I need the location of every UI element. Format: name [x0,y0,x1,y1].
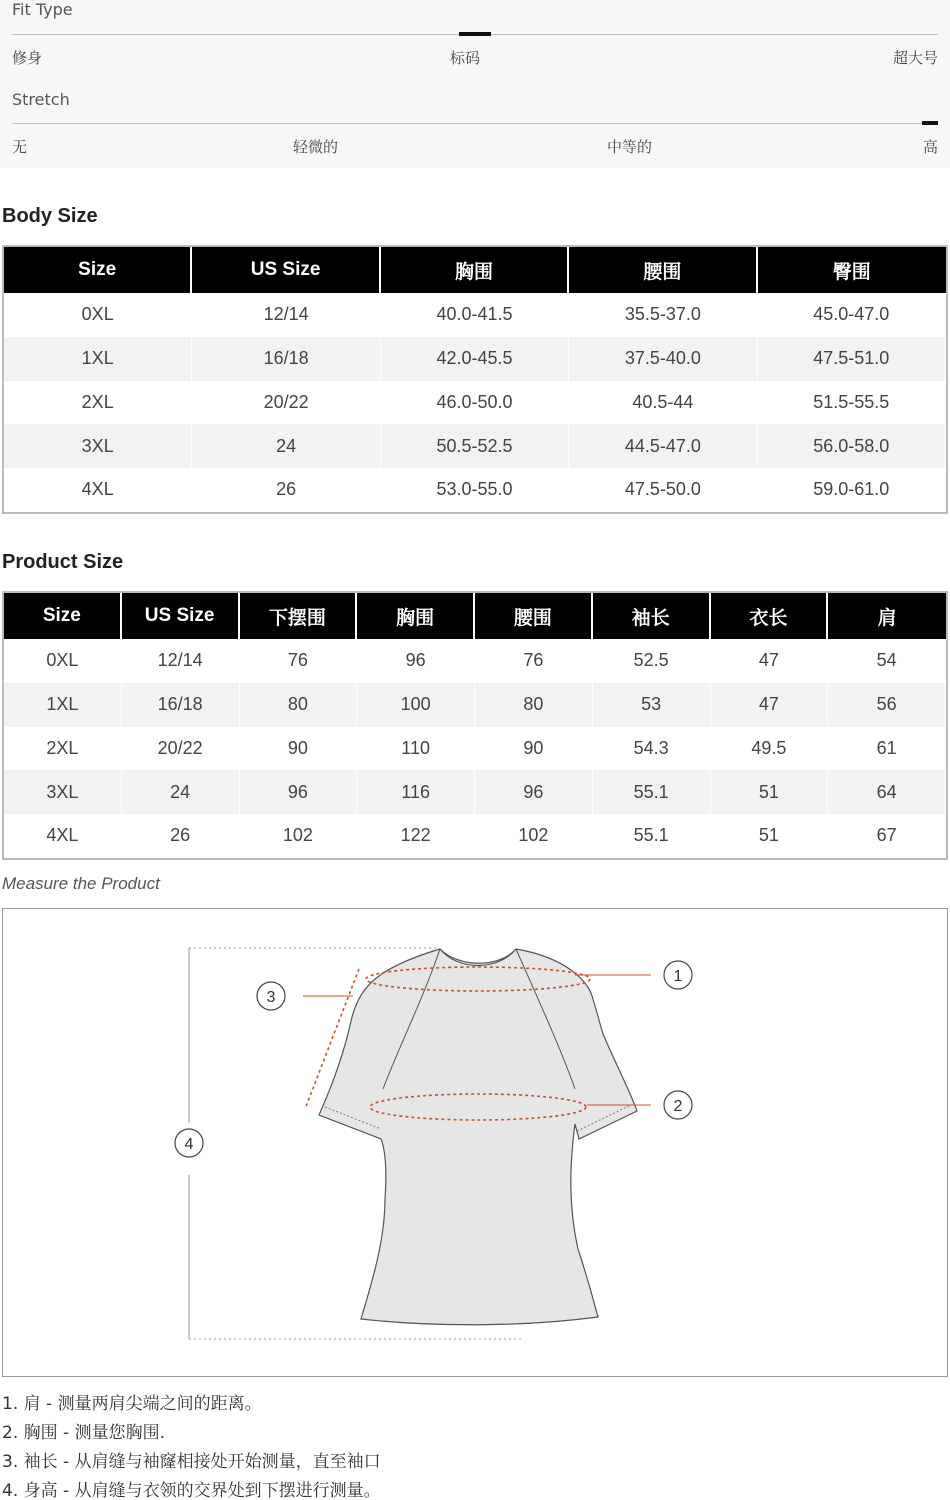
stretch-label-medium: 中等的 [607,138,653,156]
fit-type-label-standard: 标码 [450,49,481,67]
table-row [4,424,946,468]
table-cell: 54.3 [593,727,711,771]
fit-type-title: Fit Type [12,0,73,19]
table-cell: 4XL [4,468,192,512]
stretch-label-slight: 轻微的 [293,138,339,156]
table-cell: 1XL [4,683,122,727]
callout-4-label: 4 [184,1136,194,1153]
table-cell: 42.0-45.5 [381,337,569,381]
table-row [4,814,946,858]
header-us-size: US Size [192,247,380,293]
table-cell: 102 [475,814,593,858]
table-cell: 102 [240,814,358,858]
table-row [4,293,946,337]
stretch-scale-line [12,123,938,124]
table-cell: 26 [192,468,380,512]
table-cell: 90 [475,727,593,771]
callout-2-label: 2 [673,1098,683,1115]
table-cell: 12/14 [192,293,380,337]
header-hem: 下摆围 [240,593,358,639]
header-shoulder: 肩 [828,593,946,639]
header-bust: 胸围 [381,247,569,293]
table-cell: 51 [711,814,829,858]
table-row [4,337,946,381]
table-row [4,683,946,727]
callout-1-label: 1 [673,968,683,985]
table-cell: 110 [357,727,475,771]
fit-type-label-slim: 修身 [12,49,43,67]
product-size-table [2,591,948,860]
table-cell: 47 [711,683,829,727]
table-cell: 49.5 [711,727,829,771]
table-cell: 53 [593,683,711,727]
product-size-header-row [4,593,946,639]
table-cell: 116 [357,770,475,814]
table-cell: 51 [711,770,829,814]
table-cell: 52.5 [593,639,711,683]
measurement-notes [2,1390,381,1500]
header-size: Size [4,247,192,293]
table-cell: 50.5-52.5 [381,424,569,468]
table-cell: 80 [475,683,593,727]
table-cell: 2XL [4,381,192,425]
table-row [4,639,946,683]
table-cell: 2XL [4,727,122,771]
table-cell: 45.0-47.0 [758,293,946,337]
note-length: 4. 身高 - 从肩缝与衣领的交界处到下摆进行测量。 [2,1481,381,1500]
table-cell: 4XL [4,814,122,858]
fit-type-label-oversize: 超大号 [892,49,938,67]
table-cell: 122 [357,814,475,858]
table-cell: 35.5-37.0 [569,293,757,337]
measure-caption: Measure the Product [2,874,160,893]
table-cell: 55.1 [593,770,711,814]
table-cell: 64 [828,770,946,814]
note-shoulder: 1. 肩 - 测量两肩尖端之间的距离。 [2,1394,262,1414]
table-cell: 51.5-55.5 [758,381,946,425]
fit-type-indicator [459,32,491,36]
header-length: 衣长 [711,593,829,639]
table-cell: 44.5-47.0 [569,424,757,468]
tshirt-shape [319,949,637,1325]
header-bust: 胸围 [357,593,475,639]
table-cell: 47.5-51.0 [758,337,946,381]
header-waist: 腰围 [475,593,593,639]
table-cell: 90 [240,727,358,771]
table-cell: 56 [828,683,946,727]
table-row [4,468,946,512]
table-row [4,770,946,814]
body-size-title: Body Size [2,205,98,227]
note-bust: 2. 胸围 - 测量您胸围. [2,1423,165,1443]
table-cell: 1XL [4,337,192,381]
table-cell: 24 [192,424,380,468]
callout-2 [664,1091,692,1119]
table-cell: 53.0-55.0 [381,468,569,512]
stretch-label-none: 无 [12,138,28,156]
callout-3 [257,982,285,1010]
tshirt-diagram-svg [3,909,949,1378]
header-waist: 腰围 [569,247,757,293]
header-hip: 臀围 [758,247,946,293]
table-cell: 12/14 [122,639,240,683]
table-cell: 3XL [4,424,192,468]
table-row [4,727,946,771]
table-cell: 76 [475,639,593,683]
table-cell: 80 [240,683,358,727]
measurement-diagram [2,908,948,1377]
callout-1 [664,961,692,989]
fit-stretch-panel [0,0,950,168]
table-cell: 26 [122,814,240,858]
table-cell: 54 [828,639,946,683]
table-cell: 16/18 [122,683,240,727]
table-row [4,381,946,425]
product-size-title: Product Size [2,551,124,573]
table-cell: 0XL [4,639,122,683]
table-cell: 3XL [4,770,122,814]
header-sleeve-length: 袖长 [593,593,711,639]
table-cell: 96 [240,770,358,814]
table-cell: 24 [122,770,240,814]
stretch-label-high: 高 [922,138,938,156]
table-cell: 55.1 [593,814,711,858]
table-cell: 76 [240,639,358,683]
table-cell: 20/22 [122,727,240,771]
table-cell: 0XL [4,293,192,337]
table-cell: 47.5-50.0 [569,468,757,512]
table-cell: 40.0-41.5 [381,293,569,337]
table-cell: 59.0-61.0 [758,468,946,512]
table-cell: 61 [828,727,946,771]
callout-3-label: 3 [266,989,276,1006]
header-size: Size [4,593,122,639]
callout-4 [175,1129,203,1157]
table-cell: 37.5-40.0 [569,337,757,381]
table-cell: 56.0-58.0 [758,424,946,468]
table-cell: 96 [475,770,593,814]
table-cell: 47 [711,639,829,683]
table-cell: 20/22 [192,381,380,425]
header-us-size: US Size [122,593,240,639]
table-cell: 40.5-44 [569,381,757,425]
body-size-table [2,245,948,514]
stretch-title: Stretch [12,90,70,109]
table-cell: 100 [357,683,475,727]
body-size-header-row [4,247,946,293]
table-cell: 46.0-50.0 [381,381,569,425]
table-cell: 96 [357,639,475,683]
table-cell: 67 [828,814,946,858]
stretch-indicator [922,121,938,125]
note-sleeve: 3. 袖长 - 从肩缝与袖窿相接处开始测量，直至袖口 [2,1452,381,1472]
table-cell: 16/18 [192,337,380,381]
